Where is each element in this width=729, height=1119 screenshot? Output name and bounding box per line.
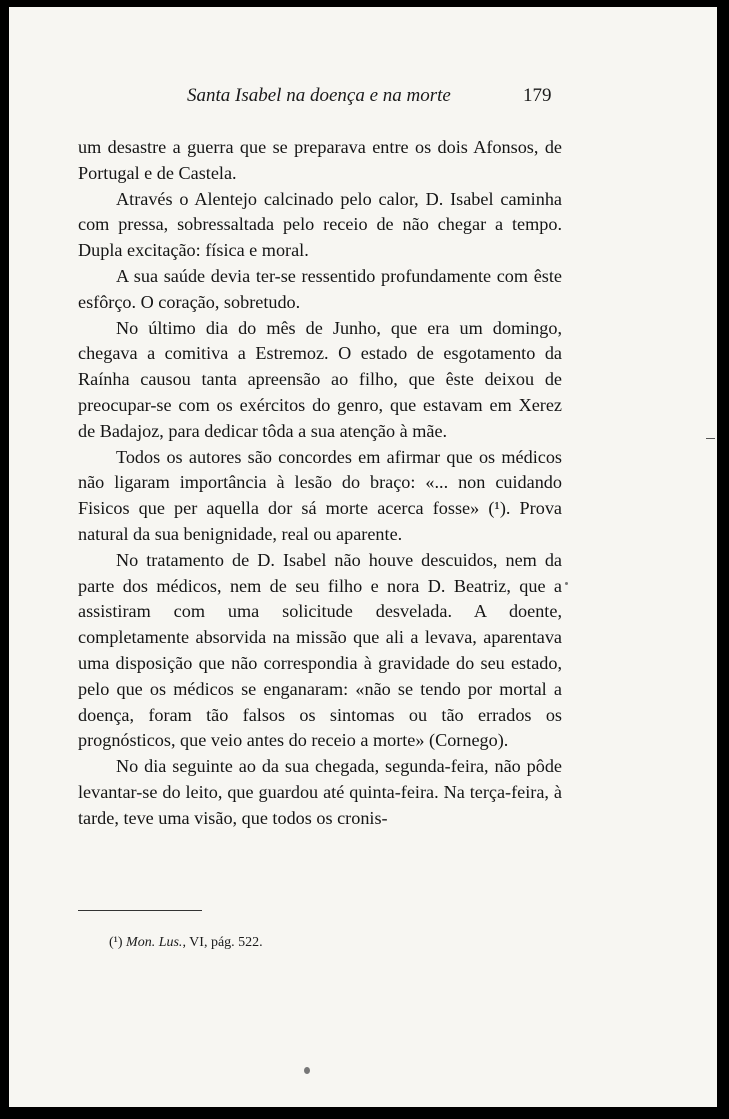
- book-page: [9, 7, 717, 1107]
- body-text: [78, 135, 562, 832]
- footnote-details: , VI, pág. 522.: [182, 935, 263, 950]
- page-header: [9, 85, 717, 113]
- paragraph: Todos os autores são concordes em afirmar que os médicos não ligaram importância à lesão do braço: «... non cuidando Fisicos que per aquella dor sá morte acerca fosse» (¹). Prova natural da sua benignidade, real ou aparente.: [78, 446, 562, 544]
- footnote: [109, 935, 263, 951]
- margin-mark: [706, 438, 715, 439]
- footnote-divider: [78, 910, 202, 911]
- paragraph: No último dia do mês de Junho, que era um domingo, chegava a comitiva a Estremoz. O estado de esgotamento da Raínha causou tanta apreensão ao filho, que êste deixou de preocupar-se com os exércitos do genro, que estavam em Xerez de Badajoz, para dedicar tôda a sua atenção à mãe.: [78, 317, 562, 441]
- footnote-reference: Mon. Lus.: [126, 935, 183, 950]
- paragraph: A sua saúde devia ter-se ressentido profundamente com êste esfôrço. O coração, sobretudo.: [78, 265, 562, 312]
- paragraph: No tratamento de D. Isabel não houve descuidos, nem da parte dos médicos, nem de seu filho e nora D. Beatriz, que a assistiram com uma solicitude desvelada. A doente, completamente absorvida na missão que ali a levava, aparentava uma disposição que não correspondia à gravidade do seu estado, pelo que os médicos se enganaram: «não se tendo por mortal a doença, foram tão falsos os sintomas ou tão errados os prognósticos, que veio antes do receio a morte» (Cornego).: [78, 549, 562, 751]
- paragraph: Através o Alentejo calcinado pelo calor, D. Isabel caminha com pressa, sobressaltada pelo receio de não chegar a tempo. Dupla excitação: física e moral.: [78, 188, 562, 261]
- page-number: 179: [523, 85, 552, 106]
- scan-speck: [565, 582, 568, 585]
- footnote-marker: (¹): [109, 935, 123, 950]
- running-title: Santa Isabel na doença e na morte: [187, 85, 451, 106]
- paragraph: um desastre a guerra que se preparava entre os dois Afonsos, de Portugal e de Castela.: [78, 137, 562, 183]
- paragraph: No dia seguinte ao da sua chegada, segunda-feira, não pôde levantar-se do leito, que guardou até quinta-feira. Na terça-feira, à tarde, teve uma visão, que todos os cronis-: [78, 756, 562, 828]
- scan-speck: [304, 1067, 310, 1074]
